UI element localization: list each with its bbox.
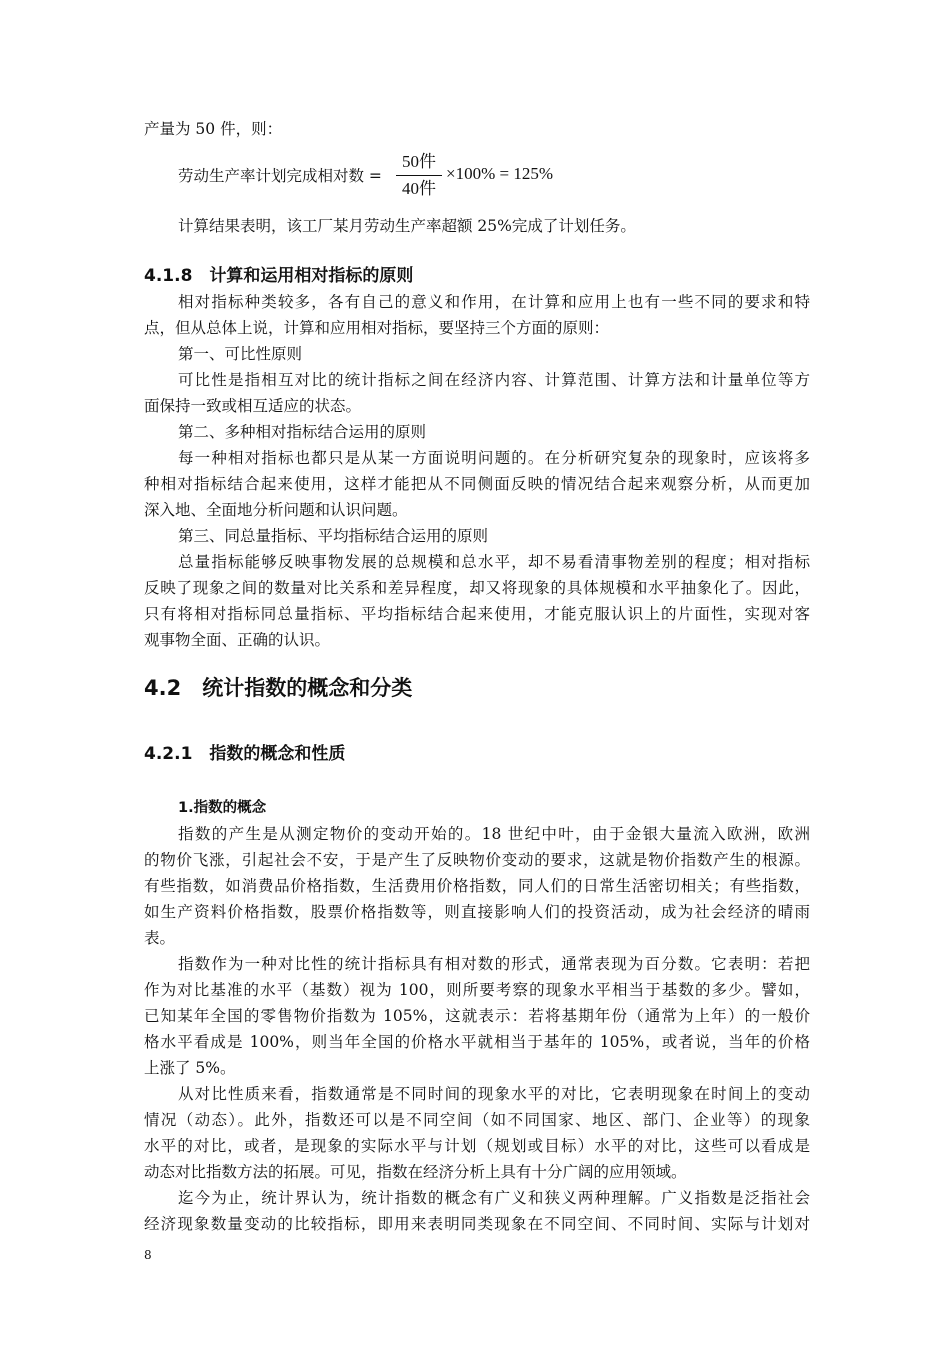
paragraph-line: 表。 (144, 929, 176, 947)
principle-title-1: 第一、可比性原则 (178, 345, 303, 363)
paragraph-line: 作为对比基准的水平（基数）视为 100，则所要考察的现象水平相当于基数的多少。譬如， (144, 981, 810, 999)
paragraph-line: 每一种相对指标也都只是从某一方面说明问题的。在分析研究复杂的现象时，应该将多 (178, 449, 810, 467)
paragraph-line: 观事物全面、正确的认识。 (144, 631, 331, 649)
paragraph-line: 从对比性质来看，指数通常是不同时间的现象水平的对比，它表明现象在时间上的变动 (178, 1085, 810, 1103)
paragraph-line: 上涨了 5%。 (144, 1059, 236, 1077)
paragraph-line: 点，但从总体上说，计算和应用相对指标，要坚持三个方面的原则： (144, 319, 610, 337)
principle-title-3: 第三、同总量指标、平均指标结合运用的原则 (178, 527, 489, 545)
paragraph-line: 格水平看成是 100%，则当年全国的价格水平就相当于基年的 105%，或者说，当年的价格 (144, 1033, 810, 1051)
section-heading-4-2-1: 4.2.1 指数的概念和性质 (144, 744, 346, 764)
paragraph-line: 可比性是指相互对比的统计指标之间在经济内容、计算范围、计算方法和计量单位等方 (178, 371, 810, 389)
page-number: 8 (144, 1248, 152, 1262)
paragraph-line: 的物价飞涨，引起社会不安，于是产生了反映物价变动的要求，这就是物价指数产生的根源。 (144, 851, 810, 869)
formula-fraction (396, 150, 442, 201)
paragraph-line: 面保持一致或相互适应的状态。 (144, 397, 362, 415)
paragraph-line: 只有将相对指标同总量指标、平均指标结合起来使用，才能克服认识上的片面性，实现对客 (144, 605, 810, 623)
formula-numerator: 50件 (402, 152, 436, 171)
sub-heading: 1.指数的概念 (178, 800, 267, 816)
paragraph-line: 指数作为一种对比性的统计指标具有相对数的形式，通常表现为百分数。它表明：若把 (178, 955, 810, 973)
principle-title-2: 第二、多种相对指标结合运用的原则 (178, 423, 427, 441)
result-line: 计算结果表明，该工厂某月劳动生产率超额 25%完成了计划任务。 (178, 217, 636, 235)
paragraph-line: 水平的对比，或者，是现象的实际水平与计划（规划或目标）水平的对比，这些可以看成是 (144, 1137, 810, 1155)
paragraph-line: 如生产资料价格指数，股票价格指数等，则直接影响人们的投资活动，成为社会经济的晴雨 (144, 903, 810, 921)
paragraph-line: 种相对指标结合起来使用，这样才能把从不同侧面反映的情况结合起来观察分析，从而更加 (144, 475, 810, 493)
section-heading-4-2: 4.2 统计指数的概念和分类 (144, 676, 413, 700)
paragraph-line: 动态对比指数方法的拓展。可见，指数在经济分析上具有十分广阔的应用领域。 (144, 1163, 687, 1181)
fraction-bar (396, 175, 442, 176)
paragraph-line: 已知某年全国的零售物价指数为 105%，这就表示：若将基期年份（通常为上年）的一般价 (144, 1007, 810, 1025)
paragraph-line: 迄今为止，统计界认为，统计指数的概念有广义和狭义两种理解。广义指数是泛指社会 (178, 1189, 810, 1207)
paragraph-line: 经济现象数量变动的比较指标，即用来表明同类现象在不同空间、不同时间、实际与计划对 (144, 1215, 810, 1233)
formula-rhs: ×100% = 125% (446, 164, 553, 183)
formula-denominator: 40件 (402, 179, 436, 198)
paragraph-line: 总量指标能够反映事物发展的总规模和总水平，却不易看清事物差别的程度；相对指标 (178, 553, 810, 571)
paragraph-line: 情况（动态）。此外，指数还可以是不同空间（如不同国家、地区、部门、企业等）的现象 (144, 1111, 810, 1129)
intro-line: 产量为 50 件，则： (144, 120, 283, 138)
paragraph-line: 有些指数，如消费品价格指数，生活费用价格指数，同人们的日常生活密切相关；有些指数， (144, 877, 810, 895)
formula-lhs: 劳动生产率计划完成相对数 = (178, 167, 382, 185)
paragraph-line: 指数的产生是从测定物价的变动开始的。18 世纪中叶，由于金银大量流入欧洲，欧洲 (178, 825, 810, 843)
section-heading-4-1-8: 4.1.8 计算和运用相对指标的原则 (144, 266, 414, 286)
paragraph-line: 反映了现象之间的数量对比关系和差异程度，却又将现象的具体规模和水平抽象化了。因此， (144, 579, 810, 597)
paragraph-line: 深入地、全面地分析问题和认识问题。 (144, 501, 408, 519)
paragraph-line: 相对指标种类较多，各有自己的意义和作用，在计算和应用上也有一些不同的要求和特 (178, 293, 810, 311)
completion-ratio-formula (178, 150, 678, 202)
